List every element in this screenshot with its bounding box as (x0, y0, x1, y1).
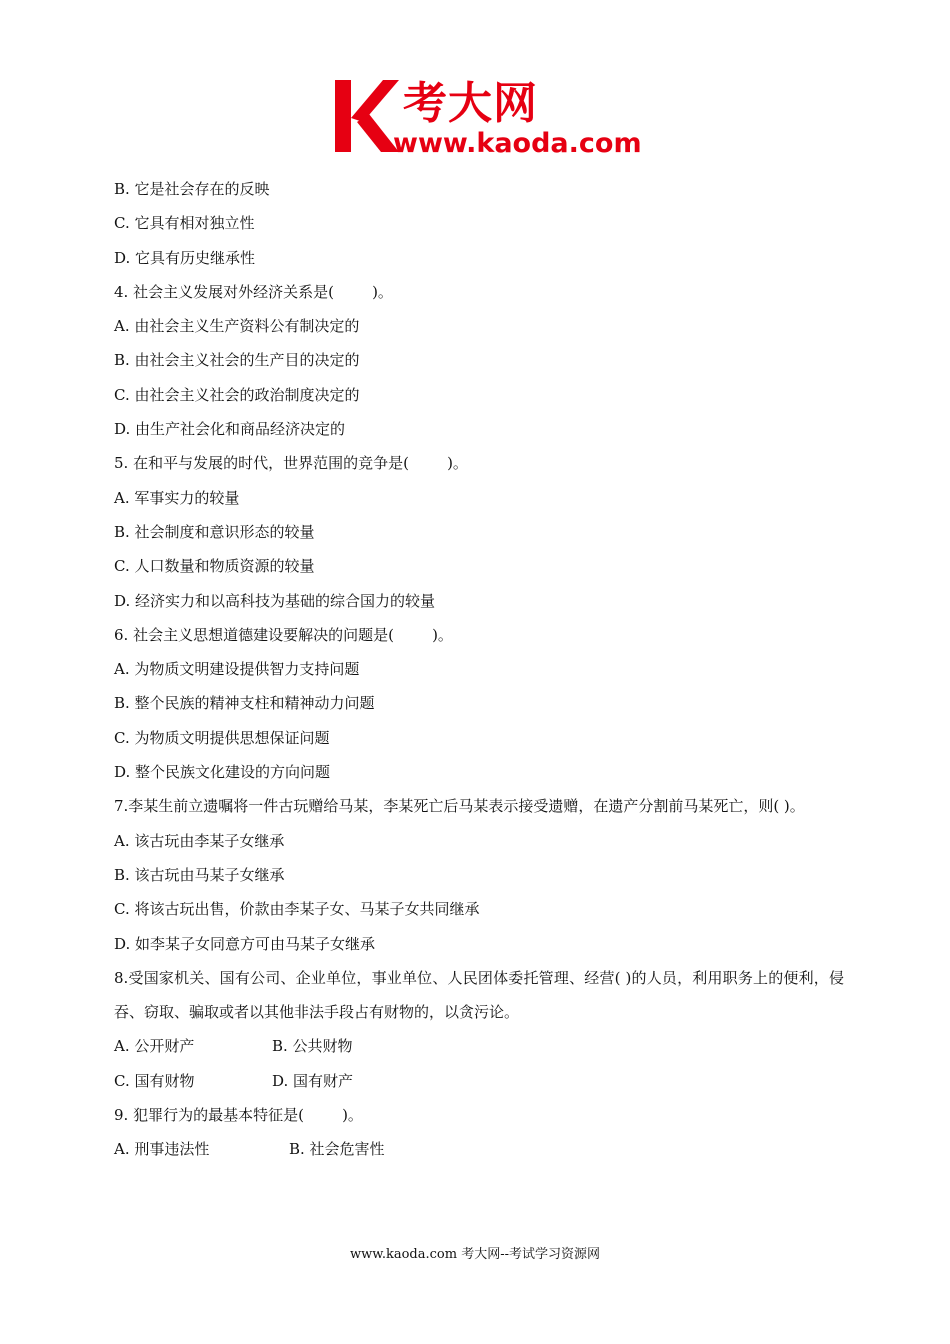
text-line: C. 它具有相对独立性 (114, 214, 255, 233)
site-logo (333, 78, 653, 160)
option-pair (114, 1029, 844, 1063)
option-d: D. 国有财产 (272, 1071, 354, 1090)
question-4: 4. 社会主义发展对外经济关系是( )。 (114, 282, 393, 301)
option-a: A. 刑事违法性 (114, 1140, 210, 1159)
option-line: B. 社会制度和意识形态的较量 (114, 522, 315, 541)
question-8: 8.受国家机关、国有公司、企业单位，事业单位、人民团体委托管理、经营( )的人员，利用职务上的便利，侵吞、窃取、骗取或者以其他非法手段占有财物的，以贪污论。 (114, 968, 844, 1022)
document-body (114, 172, 844, 1167)
text-line: B. 它是社会存在的反映 (114, 180, 270, 198)
option-line: B. 整个民族的精神支柱和精神动力问题 (114, 694, 375, 713)
option-pair (114, 1064, 844, 1098)
text-line: D. 它具有历史继承性 (114, 248, 256, 267)
option-a: A. 公开财产 (114, 1037, 195, 1056)
option-pair (114, 1132, 844, 1166)
option-line: A. 为物质文明建设提供智力支持问题 (114, 660, 360, 679)
option-line: A. 该古玩由李某子女继承 (114, 831, 285, 850)
question-9: 9. 犯罪行为的最基本特征是( )。 (114, 1106, 363, 1125)
k-logo-icon (333, 78, 401, 154)
option-line: D. 经济实力和以高科技为基础的综合国力的较量 (114, 591, 436, 610)
logo-url: www.kaoda.com (393, 128, 642, 159)
option-line: A. 军事实力的较量 (114, 488, 240, 507)
question-5: 5. 在和平与发展的时代，世界范围的竞争是( )。 (114, 454, 468, 473)
logo-title: 考大网 (403, 78, 538, 129)
option-line: D. 由生产社会化和商品经济决定的 (114, 420, 346, 439)
question-6: 6. 社会主义思想道德建设要解决的问题是( )。 (114, 625, 453, 644)
option-line: B. 由社会主义社会的生产目的决定的 (114, 351, 360, 370)
option-line: C. 人口数量和物质资源的较量 (114, 557, 315, 576)
option-c: C. 国有财物 (114, 1071, 195, 1090)
question-7: 7.李某生前立遗嘱将一件古玩赠给马某，李某死亡后马某表示接受遗赠，在遗产分割前马某死亡，则( )。 (114, 797, 805, 816)
option-line: B. 该古玩由马某子女继承 (114, 865, 285, 884)
option-line: C. 将该古玩出售，价款由李某子女、马某子女共同继承 (114, 900, 480, 919)
option-line: C. 为物质文明提供思想保证问题 (114, 728, 330, 747)
option-line: D. 整个民族文化建设的方向问题 (114, 763, 331, 782)
option-line: C. 由社会主义社会的政治制度决定的 (114, 385, 360, 404)
option-line: D. 如李某子女同意方可由马某子女继承 (114, 934, 376, 953)
page-footer: www.kaoda.com 考大网--考试学习资源网 (350, 1247, 600, 1262)
option-line: A. 由社会主义生产资料公有制决定的 (114, 317, 360, 336)
option-b: B. 社会危害性 (289, 1140, 385, 1159)
option-b: B. 公共财物 (272, 1037, 353, 1056)
